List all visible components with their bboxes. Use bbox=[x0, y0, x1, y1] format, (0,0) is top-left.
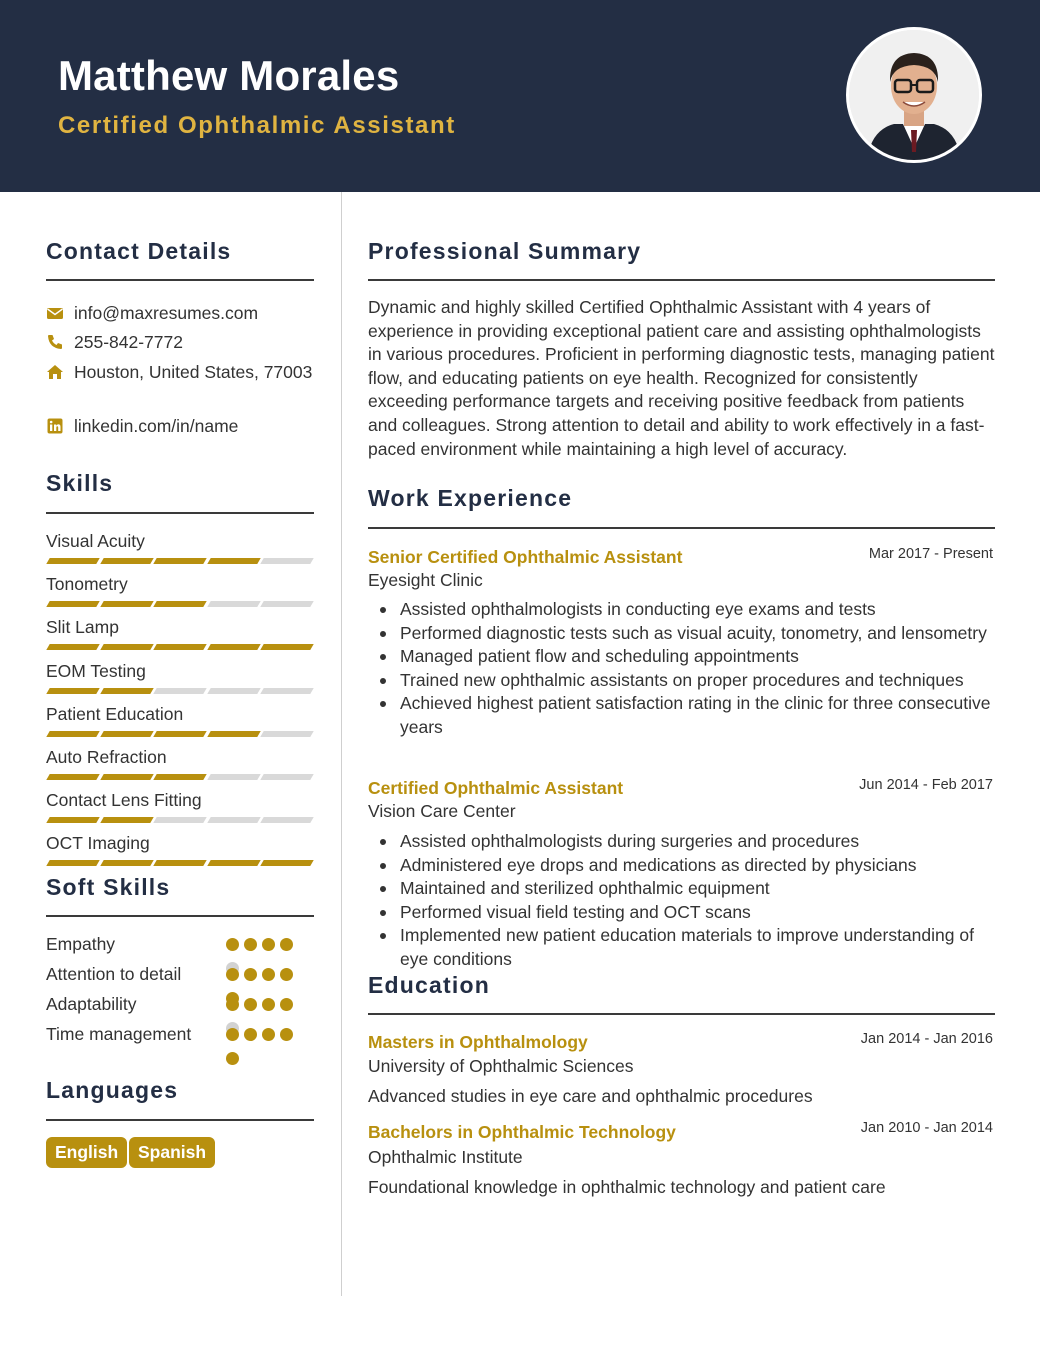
soft-skill-level-dot bbox=[280, 938, 293, 951]
languages-rule bbox=[46, 1119, 314, 1121]
soft-skill-level-dot bbox=[226, 1052, 239, 1065]
soft-skill-level-dot bbox=[226, 968, 239, 981]
degree-title: Bachelors in Ophthalmic Technology bbox=[368, 1122, 676, 1142]
skills-rule bbox=[46, 512, 314, 514]
soft-skill-level-dot bbox=[280, 968, 293, 981]
job-title: Certified Ophthalmic Assistant bbox=[368, 778, 624, 798]
skill-level-segment bbox=[153, 644, 206, 650]
skill-level-segment bbox=[207, 644, 260, 650]
job-date: Jun 2014 - Feb 2017 bbox=[859, 777, 993, 793]
soft-skill-level-dots bbox=[226, 968, 346, 984]
language-badge: Spanish bbox=[129, 1137, 215, 1168]
soft-skill-name: Adaptability bbox=[46, 994, 137, 1014]
contact-address-text: Houston, United States, 77003 bbox=[74, 362, 313, 382]
skill-row bbox=[46, 832, 314, 854]
skill-level-segment bbox=[153, 688, 206, 694]
phone-icon bbox=[46, 333, 64, 351]
skill-level-segment bbox=[46, 601, 99, 607]
skills-section-title: Skills bbox=[46, 470, 114, 496]
list-item: Performed visual field testing and OCT scans bbox=[368, 901, 998, 925]
soft-skill-level-dots bbox=[226, 938, 346, 954]
skill-level-segment bbox=[260, 688, 313, 694]
skill-level-segment bbox=[100, 731, 153, 737]
soft-skill-row bbox=[46, 1023, 314, 1046]
linkedin-icon bbox=[46, 417, 64, 435]
soft-skill-name: Time management bbox=[46, 1024, 192, 1044]
job-date: Mar 2017 - Present bbox=[868, 546, 993, 562]
skill-level-segment bbox=[260, 774, 313, 780]
soft-skill-level-dot bbox=[244, 1028, 257, 1041]
skill-level-bar bbox=[46, 774, 314, 780]
skill-level-bar bbox=[46, 860, 314, 866]
envelope-icon bbox=[46, 304, 64, 322]
skill-level-segment bbox=[46, 774, 99, 780]
soft-skill-row bbox=[46, 993, 314, 1016]
skill-level-segment bbox=[260, 731, 313, 737]
soft-skill-row bbox=[46, 933, 314, 956]
list-item: Performed diagnostic tests such as visual acuity, tonometry, and lensometry bbox=[368, 622, 998, 646]
skill-level-segment bbox=[207, 731, 260, 737]
soft-skill-level-dot bbox=[280, 1028, 293, 1041]
soft-skill-level-dot bbox=[262, 938, 275, 951]
degree-title: Masters in Ophthalmology bbox=[368, 1032, 588, 1052]
soft-skill-level-dot bbox=[226, 998, 239, 1011]
skill-level-segment bbox=[207, 817, 260, 823]
education-section-title: Education bbox=[368, 972, 490, 998]
person-portrait-icon bbox=[849, 30, 979, 160]
skill-level-segment bbox=[100, 601, 153, 607]
skill-level-segment bbox=[153, 731, 206, 737]
column-divider bbox=[341, 192, 342, 1296]
soft-skill-level-dots bbox=[226, 998, 346, 1014]
contact-rule bbox=[46, 279, 314, 281]
skill-level-bar bbox=[46, 688, 314, 694]
skill-row bbox=[46, 660, 314, 682]
school-name: University of Ophthalmic Sciences bbox=[368, 1056, 634, 1076]
skill-level-bar bbox=[46, 731, 314, 737]
skill-level-segment bbox=[207, 688, 260, 694]
skill-level-segment bbox=[260, 817, 313, 823]
skill-level-segment bbox=[46, 817, 99, 823]
skill-level-segment bbox=[260, 558, 313, 564]
skill-name: Visual Acuity bbox=[46, 531, 145, 551]
contact-linkedin-text: linkedin.com/in/name bbox=[74, 416, 239, 436]
list-item: Trained new ophthalmic assistants on proper procedures and techniques bbox=[368, 669, 998, 693]
skill-level-segment bbox=[207, 774, 260, 780]
candidate-role: Certified Ophthalmic Assistant bbox=[58, 112, 456, 139]
experience-rule bbox=[368, 527, 995, 529]
skill-level-segment bbox=[46, 688, 99, 694]
skill-row bbox=[46, 789, 314, 811]
soft-skill-level-dot bbox=[244, 938, 257, 951]
skill-level-segment bbox=[46, 731, 99, 737]
skill-row bbox=[46, 703, 314, 725]
skill-level-segment bbox=[207, 860, 260, 866]
skill-level-segment bbox=[153, 601, 206, 607]
soft-skill-level-dot bbox=[262, 998, 275, 1011]
skill-name: Tonometry bbox=[46, 574, 128, 595]
skill-level-segment bbox=[153, 860, 206, 866]
soft-skill-level-dot bbox=[262, 1028, 275, 1041]
skill-level-segment bbox=[46, 644, 99, 650]
skill-row bbox=[46, 530, 314, 552]
summary-rule bbox=[368, 279, 995, 281]
skill-level-segment bbox=[260, 601, 313, 607]
skill-name: Contact Lens Fitting bbox=[46, 790, 202, 811]
soft-skill-level-dot bbox=[262, 968, 275, 981]
contact-phone-text: 255-842-7772 bbox=[74, 332, 183, 352]
home-icon bbox=[46, 363, 64, 381]
language-badge: English bbox=[46, 1137, 127, 1168]
summary-text: Dynamic and highly skilled Certified Ophthalmic Assistant with 4 years of experience in providing exceptional patient care and assisting ophthalmologists in various procedures. Proficient in performing diagnostic tests, managing patient flow, and educating patients on eye health. Recognized for consistently exceeding performance targets and receiving positive feedback from patients and colleagues. Strong attention to detail and ability to work effectively in a fast-paced environment while maintaining a high level of accuracy. bbox=[368, 297, 995, 459]
skill-level-segment bbox=[153, 817, 206, 823]
skill-row bbox=[46, 616, 314, 638]
skill-row bbox=[46, 573, 314, 595]
education-date: Jan 2014 - Jan 2016 bbox=[860, 1031, 993, 1047]
job-organization: Eyesight Clinic bbox=[368, 570, 483, 590]
list-item: Assisted ophthalmologists in conducting eye exams and tests bbox=[368, 598, 998, 622]
soft-skill-level-dot bbox=[280, 998, 293, 1011]
job-bullets bbox=[368, 830, 998, 971]
profile-photo bbox=[846, 27, 982, 163]
soft-skill-name: Empathy bbox=[46, 934, 116, 954]
school-name: Ophthalmic Institute bbox=[368, 1147, 523, 1167]
skill-name: Slit Lamp bbox=[46, 617, 119, 638]
skill-level-segment bbox=[153, 558, 206, 564]
candidate-name: Matthew Morales bbox=[58, 52, 400, 99]
education-description: Advanced studies in eye care and ophthalmic procedures bbox=[368, 1086, 813, 1106]
resume-header bbox=[0, 0, 1040, 192]
soft-skill-name: Attention to detail bbox=[46, 964, 182, 984]
list-item: Assisted ophthalmologists during surgeries and procedures bbox=[368, 830, 998, 854]
skill-level-segment bbox=[260, 644, 313, 650]
list-item: Implemented new patient education materials to improve understanding of eye conditions bbox=[368, 924, 998, 971]
languages-section-title: Languages bbox=[46, 1077, 179, 1103]
soft-skills-section-title: Soft Skills bbox=[46, 874, 171, 900]
experience-section-title: Work Experience bbox=[368, 485, 573, 511]
skill-level-segment bbox=[100, 644, 153, 650]
skill-level-segment bbox=[100, 860, 153, 866]
skill-level-segment bbox=[100, 688, 153, 694]
contact-email-text: info@maxresumes.com bbox=[74, 303, 259, 323]
skill-level-segment bbox=[100, 558, 153, 564]
skill-level-bar bbox=[46, 601, 314, 607]
soft-skill-level-dot bbox=[244, 968, 257, 981]
skill-row bbox=[46, 746, 314, 768]
list-item: Maintained and sterilized ophthalmic equipment bbox=[368, 877, 998, 901]
list-item: Administered eye drops and medications as directed by physicians bbox=[368, 854, 998, 878]
soft-skill-level-dot bbox=[244, 998, 257, 1011]
skill-level-segment bbox=[153, 774, 206, 780]
soft-skill-level-dot bbox=[226, 938, 239, 951]
summary-section-title: Professional Summary bbox=[368, 238, 642, 264]
skill-level-segment bbox=[46, 860, 99, 866]
list-item: Managed patient flow and scheduling appointments bbox=[368, 645, 998, 669]
soft-skill-level-dots bbox=[226, 1028, 346, 1044]
skill-level-segment bbox=[260, 860, 313, 866]
soft-skill-level-dot bbox=[226, 1028, 239, 1041]
skill-name: OCT Imaging bbox=[46, 833, 150, 854]
skill-level-segment bbox=[100, 817, 153, 823]
skill-level-segment bbox=[100, 774, 153, 780]
skill-name: Patient Education bbox=[46, 703, 184, 724]
job-bullets bbox=[368, 598, 998, 739]
soft-skills-rule bbox=[46, 915, 314, 917]
education-rule bbox=[368, 1013, 995, 1015]
job-organization: Vision Care Center bbox=[368, 801, 516, 821]
skill-level-bar bbox=[46, 558, 314, 564]
skill-name: Auto Refraction bbox=[46, 747, 167, 767]
education-description: Foundational knowledge in ophthalmic technology and patient care bbox=[368, 1177, 886, 1197]
education-date: Jan 2010 - Jan 2014 bbox=[860, 1120, 993, 1136]
list-item: Achieved highest patient satisfaction rating in the clinic for three consecutive years bbox=[368, 692, 998, 739]
skill-level-bar bbox=[46, 644, 314, 650]
skill-level-segment bbox=[46, 558, 99, 564]
skill-name: EOM Testing bbox=[46, 660, 146, 681]
skill-level-segment bbox=[207, 601, 260, 607]
skill-level-segment bbox=[207, 558, 260, 564]
contact-section-title: Contact Details bbox=[46, 238, 232, 264]
skill-level-bar bbox=[46, 817, 314, 823]
soft-skill-row bbox=[46, 963, 314, 986]
job-title: Senior Certified Ophthalmic Assistant bbox=[368, 547, 683, 567]
